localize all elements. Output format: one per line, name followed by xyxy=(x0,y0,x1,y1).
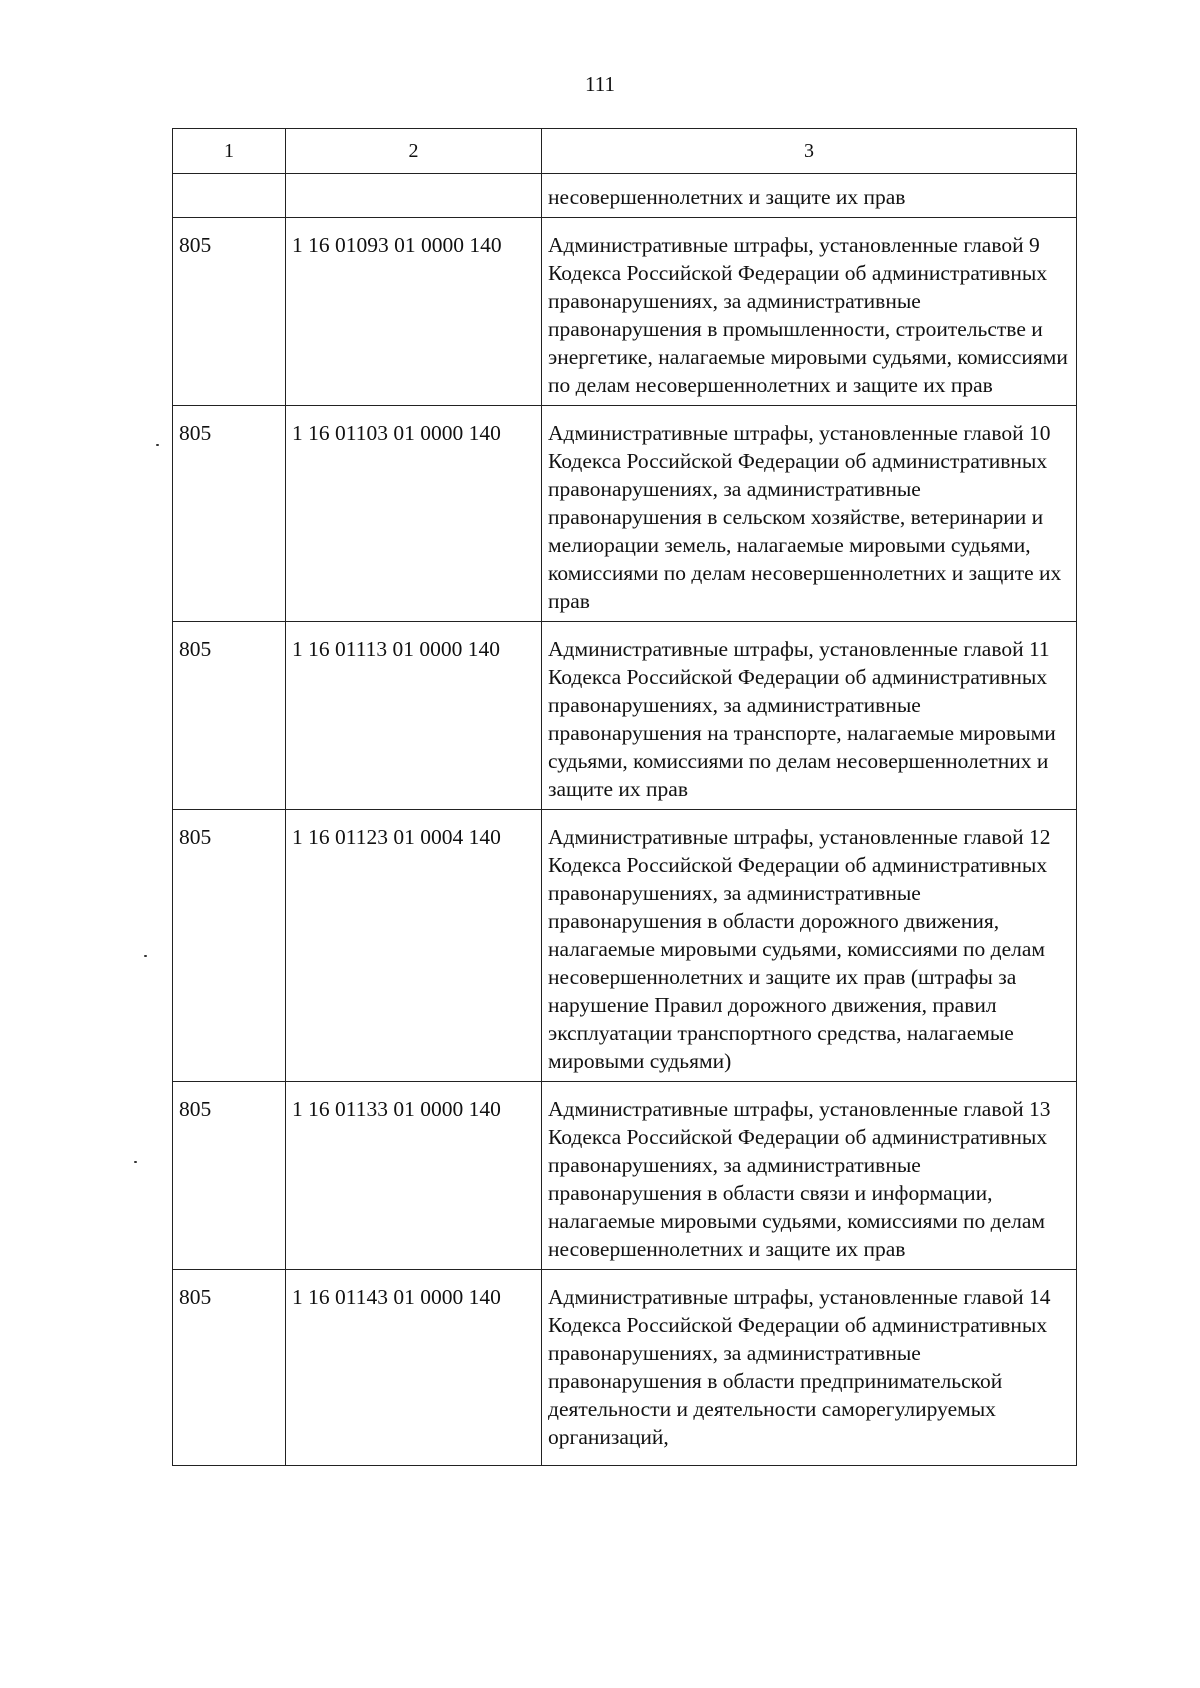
budget-codes-table xyxy=(172,128,1077,1466)
table-row xyxy=(173,810,1077,1082)
budget-code-cell: 1 16 01143 01 0000 140 xyxy=(286,1270,542,1466)
description-cell: Административные штрафы, установленные главой 14 Кодекса Российской Федерации об административных правонарушениях, за административные правонарушения в области предпринимательской деятельности и деятельности саморегулируемых организаций, xyxy=(542,1270,1077,1466)
admin-code-cell: 805 xyxy=(173,406,286,622)
table-row xyxy=(173,218,1077,406)
table-row xyxy=(173,622,1077,810)
table-header-row xyxy=(173,129,1077,174)
table-row xyxy=(173,1082,1077,1270)
description-cell: Административные штрафы, установленные главой 13 Кодекса Российской Федерации об административных правонарушениях, за административные правонарушения в области связи и информации, налагаемые мировыми судьями, комиссиями по делам несовершеннолетних и защите их прав xyxy=(542,1082,1077,1270)
budget-code-cell: 1 16 01133 01 0000 140 xyxy=(286,1082,542,1270)
description-cell: несовершеннолетних и защите их прав xyxy=(542,174,1077,218)
table-row-continuation xyxy=(173,174,1077,218)
page-number: 111 xyxy=(585,72,615,96)
description-cell: Административные штрафы, установленные главой 12 Кодекса Российской Федерации об административных правонарушениях, за административные правонарушения в области дорожного движения, налагаемые мировыми судьями, комиссиями по делам несовершеннолетних и защите их прав (штрафы за нарушение Правил дорожного движения, правил эксплуатации транспортного средства, налагаемые мировыми судьями) xyxy=(542,810,1077,1082)
scan-speck xyxy=(144,955,147,957)
table-row xyxy=(173,406,1077,622)
admin-code-cell xyxy=(173,174,286,218)
budget-code-cell: 1 16 01103 01 0000 140 xyxy=(286,406,542,622)
admin-code-cell: 805 xyxy=(173,218,286,406)
admin-code-cell: 805 xyxy=(173,622,286,810)
admin-code-cell: 805 xyxy=(173,1082,286,1270)
budget-code-cell xyxy=(286,174,542,218)
column-header-2: 2 xyxy=(286,129,542,174)
description-cell: Административные штрафы, установленные главой 11 Кодекса Российской Федерации об административных правонарушениях, за административные правонарушения на транспорте, налагаемые мировыми судьями, комиссиями по делам несовершеннолетних и защите их прав xyxy=(542,622,1077,810)
scan-speck xyxy=(156,444,159,446)
budget-code-cell: 1 16 01093 01 0000 140 xyxy=(286,218,542,406)
admin-code-cell: 805 xyxy=(173,1270,286,1466)
budget-code-cell: 1 16 01113 01 0000 140 xyxy=(286,622,542,810)
admin-code-cell: 805 xyxy=(173,810,286,1082)
scan-speck xyxy=(134,1161,137,1163)
description-cell: Административные штрафы, установленные главой 9 Кодекса Российской Федерации об административных правонарушениях, за административные правонарушения в промышленности, строительстве и энергетике, налагаемые мировыми судьями, комиссиями по делам несовершеннолетних и защите их прав xyxy=(542,218,1077,406)
column-header-1: 1 xyxy=(173,129,286,174)
budget-code-cell: 1 16 01123 01 0004 140 xyxy=(286,810,542,1082)
table-row xyxy=(173,1270,1077,1466)
description-cell: Административные штрафы, установленные главой 10 Кодекса Российской Федерации об административных правонарушениях, за административные правонарушения в сельском хозяйстве, ветеринарии и мелиорации земель, налагаемые мировыми судьями, комиссиями по делам несовершеннолетних и защите их прав xyxy=(542,406,1077,622)
column-header-3: 3 xyxy=(542,129,1077,174)
